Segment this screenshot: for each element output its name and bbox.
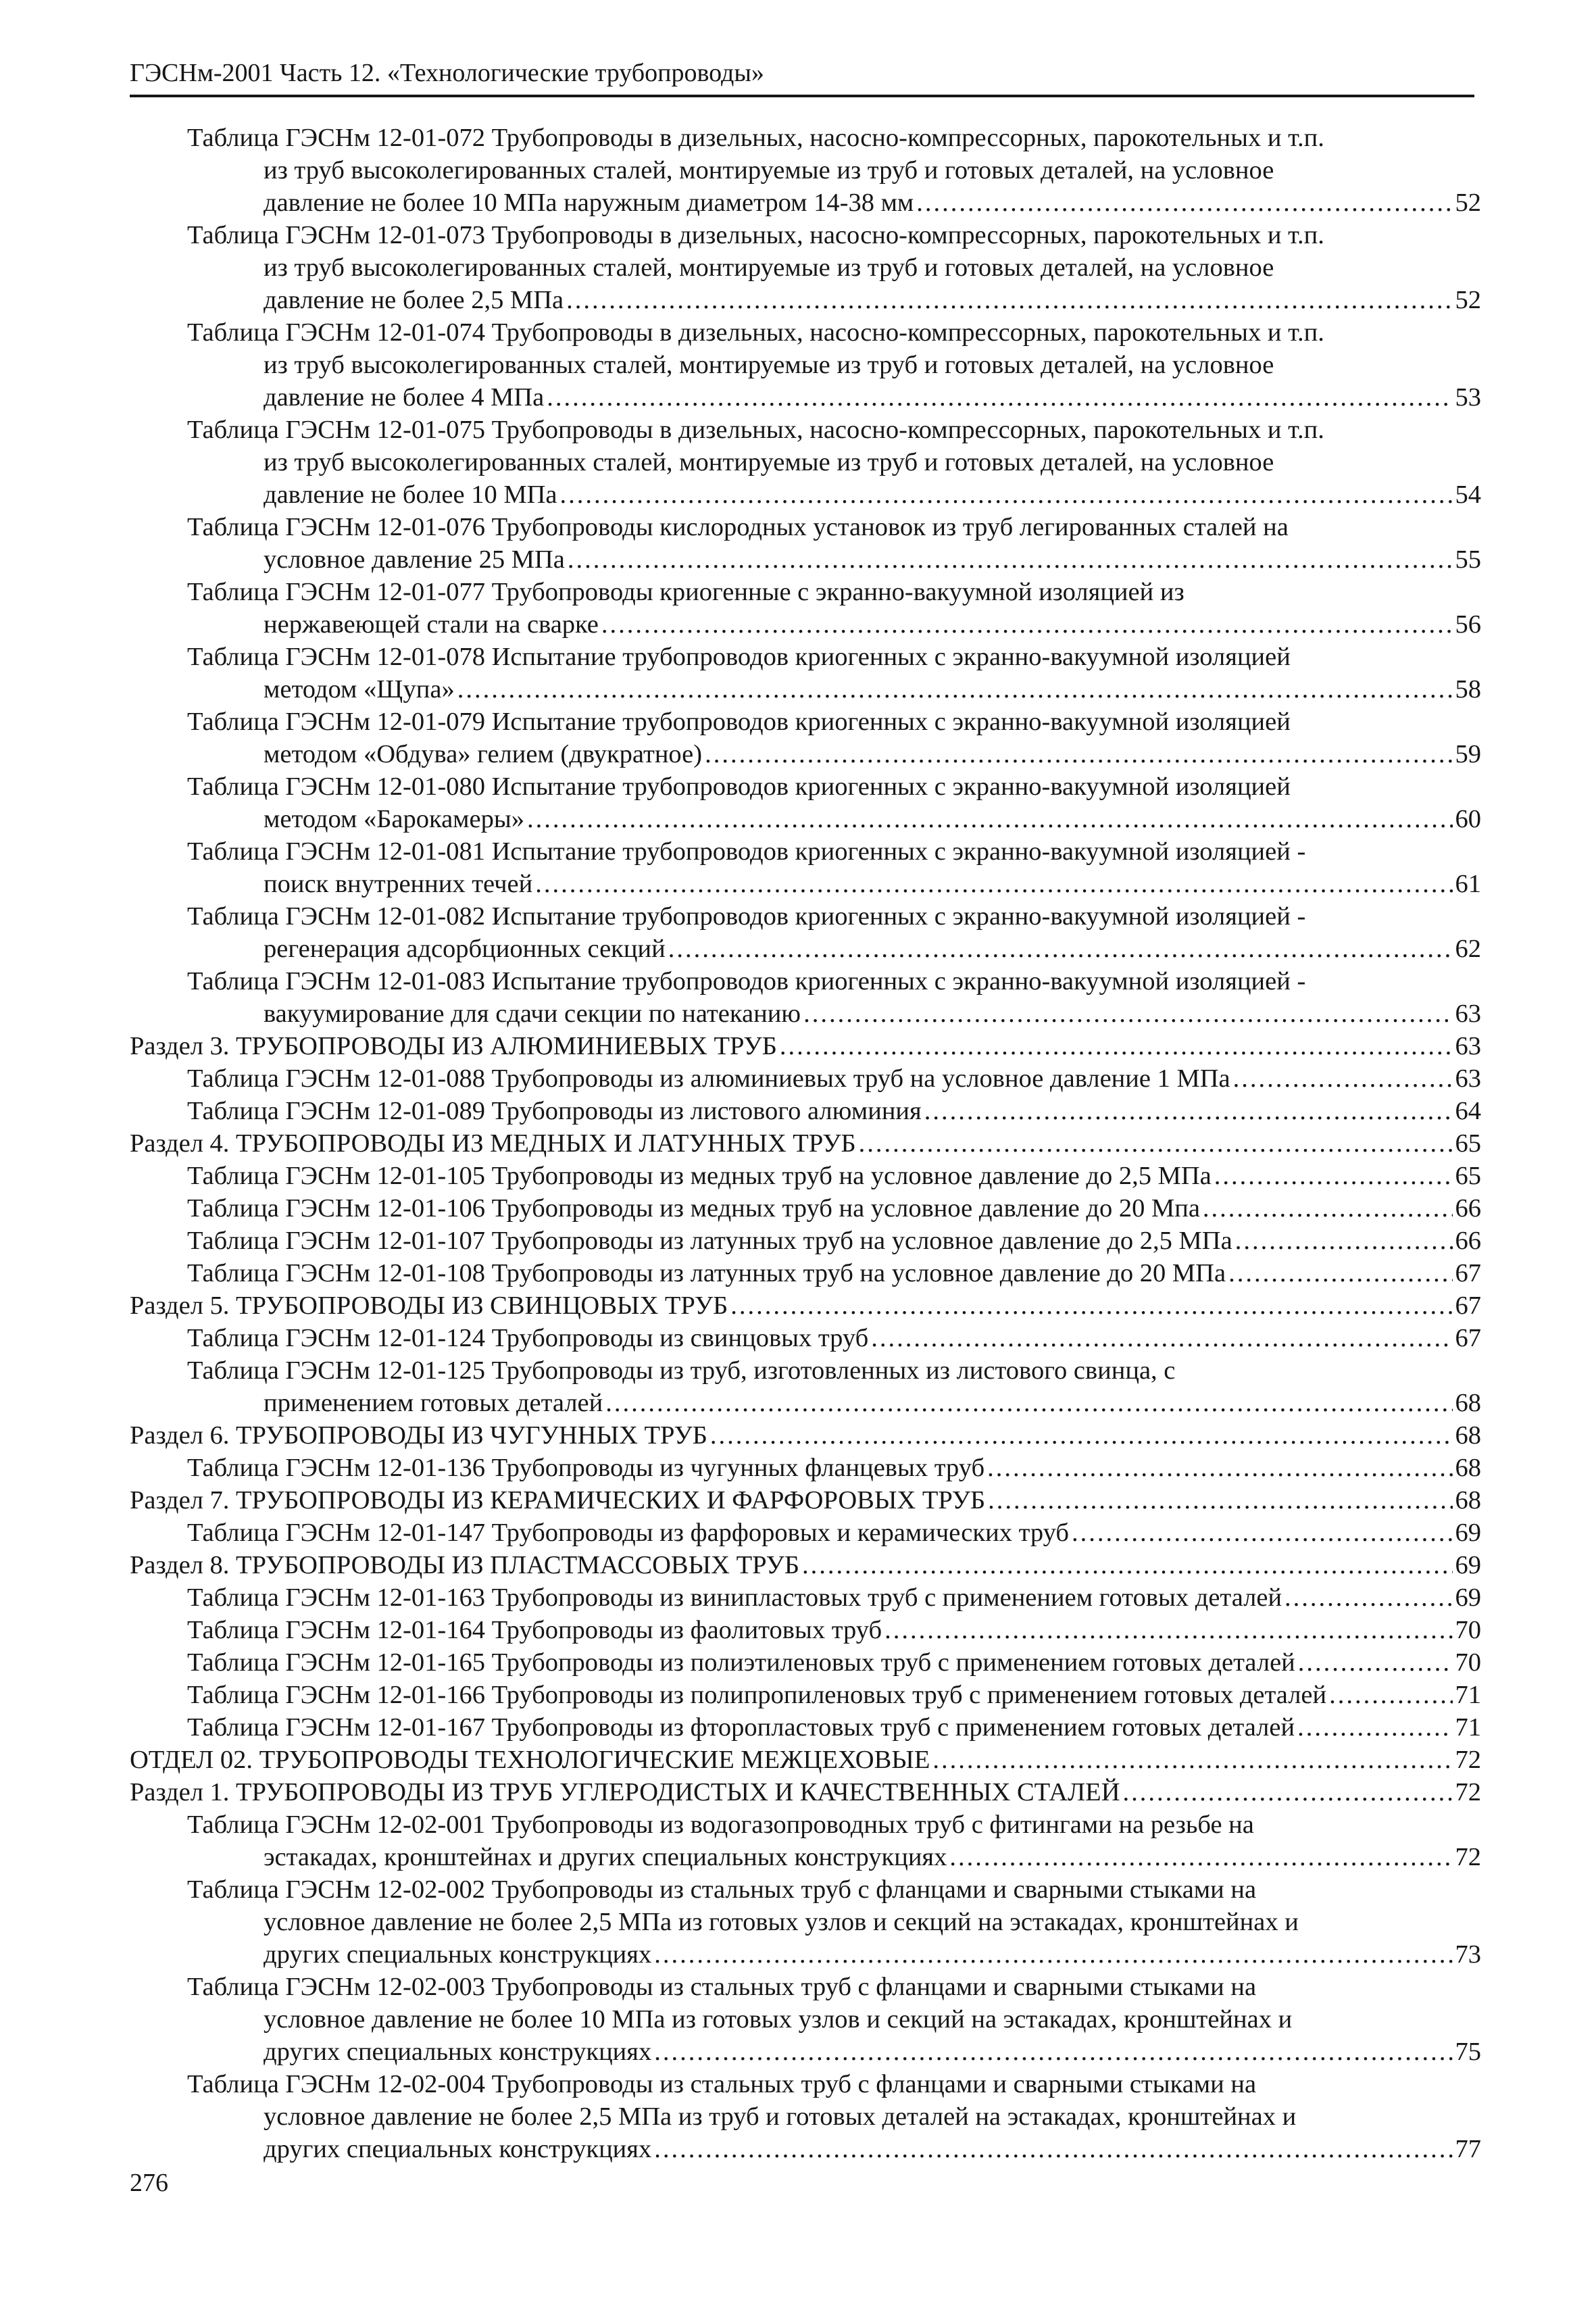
toc-page-number: 58 [1455, 675, 1481, 704]
dot-leader [859, 1127, 1453, 1160]
dot-leader [780, 1030, 1453, 1062]
dot-leader [710, 1419, 1453, 1452]
toc-table-line [130, 1971, 1481, 2003]
toc-table-line [130, 933, 1481, 965]
dot-leader [1072, 1517, 1453, 1549]
toc-entry-text: Таблица ГЭСНм 12-01-081 Испытание трубопроводов криогенных с экранно-вакуумной изоляцией - [187, 837, 1306, 866]
toc-table-line [130, 1192, 1481, 1225]
dot-leader [1214, 1160, 1453, 1192]
toc-table-line [130, 1517, 1481, 1549]
toc-table-line [130, 803, 1481, 835]
toc-entry-text: условное давление не более 10 МПа из готовых узлов и секций на эстакадах, кронштейнах и [264, 2005, 1293, 2034]
toc-table-line [130, 1808, 1481, 1841]
toc-entry-text: Таблица ГЭСНм 12-01-080 Испытание трубопроводов криогенных с экранно-вакуумной изоляцией [187, 772, 1291, 801]
toc-page-number: 67 [1455, 1324, 1481, 1352]
toc-page-number: 64 [1455, 1097, 1481, 1125]
toc-entry-text: Таблица ГЭСНм 12-01-136 Трубопроводы из чугунных фланцевых труб [187, 1454, 985, 1482]
toc-table-line [130, 219, 1481, 251]
toc-section-line [130, 1549, 1481, 1581]
toc-table-line [130, 1614, 1481, 1646]
toc-entry-text: Таблица ГЭСНм 12-02-003 Трубопроводы из стальных труб с фланцами и сварными стыками на [187, 1973, 1257, 2001]
toc-entry-text: Таблица ГЭСНм 12-02-001 Трубопроводы из водогазопроводных труб с фитингами на резьбе на [187, 1811, 1254, 1839]
toc-entry-text: Таблица ГЭСНм 12-01-165 Трубопроводы из полиэтиленовых труб с применением готовых деталей [187, 1648, 1295, 1677]
dot-leader [916, 187, 1452, 219]
dot-leader [654, 2133, 1452, 2165]
toc-entry-text: Таблица ГЭСНм 12-01-075 Трубопроводы в дизельных, насосно-компрессорных, парокотельных и т.п. [187, 416, 1324, 444]
toc-entry-text: методом «Обдува» гелием (двукратное) [264, 740, 703, 768]
toc-table-line [130, 1452, 1481, 1484]
toc-entry-text: давление не более 2,5 МПа [264, 286, 564, 314]
toc-page-number: 69 [1455, 1519, 1481, 1547]
toc-table-line [130, 998, 1481, 1030]
toc-page-number: 67 [1455, 1291, 1481, 1320]
toc-entry-text: Таблица ГЭСНм 12-01-078 Испытание трубопроводов криогенных с экранно-вакуумной изоляцией [187, 643, 1291, 671]
toc-table-line [130, 1581, 1481, 1614]
toc-page-number: 63 [1455, 1000, 1481, 1028]
dot-leader [654, 1938, 1452, 1971]
toc-entry-text: из труб высоколегированных сталей, монтируемые из труб и готовых деталей, на условное [264, 448, 1274, 476]
toc-page-number: 68 [1455, 1389, 1481, 1417]
toc-table-line [130, 187, 1481, 219]
toc-entry-text: методом «Щупа» [264, 675, 455, 704]
toc-table-line [130, 2100, 1481, 2133]
toc-page-number: 54 [1455, 481, 1481, 509]
toc-entry-text: методом «Барокамеры» [264, 805, 524, 833]
toc-entry-text: ОТДЕЛ 02. ТРУБОПРОВОДЫ ТЕХНОЛОГИЧЕСКИЕ МЕЖЦЕХОВЫЕ [130, 1746, 930, 1774]
toc-entry-text: из труб высоколегированных сталей, монтируемые из труб и готовых деталей, на условное [264, 156, 1274, 184]
toc-page-number: 77 [1455, 2135, 1481, 2163]
toc-entry-text: Таблица ГЭСНм 12-01-105 Трубопроводы из медных труб на условное давление до 2,5 МПа [187, 1162, 1212, 1190]
toc-entry-text: условное давление не более 2,5 МПа из труб и готовых деталей на эстакадах, кронштейнах и [264, 2102, 1297, 2131]
toc-entry-text: Таблица ГЭСНм 12-01-077 Трубопроводы криогенные с экранно-вакуумной изоляцией из [187, 578, 1184, 606]
toc-page-number: 52 [1455, 189, 1481, 217]
toc-section-line [130, 1484, 1481, 1517]
toc-entry-text: из труб высоколегированных сталей, монтируемые из труб и готовых деталей, на условное [264, 351, 1274, 379]
toc-table-line [130, 738, 1481, 770]
dot-leader [802, 1549, 1453, 1581]
toc-entry-text: Раздел 1. ТРУБОПРОВОДЫ ИЗ ТРУБ УГЛЕРОДИСТЫХ И КАЧЕСТВЕННЫХ СТАЛЕЙ [130, 1778, 1120, 1806]
toc-entry-text: других специальных конструкциях [264, 1940, 652, 1969]
toc-entry-text: Таблица ГЭСНм 12-01-125 Трубопроводы из труб, изготовленных из листового свинца, с [187, 1356, 1176, 1385]
dot-leader [1298, 1646, 1453, 1679]
toc-entry-text: Таблица ГЭСНм 12-01-088 Трубопроводы из алюминиевых труб на условное давление 1 МПа [187, 1064, 1230, 1093]
toc-entry-text: Таблица ГЭСНм 12-02-002 Трубопроводы из стальных труб с фланцами и сварными стыками на [187, 1875, 1257, 1904]
dot-leader [1233, 1062, 1453, 1095]
toc-table-line [130, 673, 1481, 706]
toc-entry-text: поиск внутренних течей [264, 870, 533, 898]
toc-table-line [130, 414, 1481, 446]
toc-page-number: 63 [1455, 1064, 1481, 1093]
toc-table-line [130, 1873, 1481, 1906]
dot-leader [884, 1614, 1452, 1646]
dot-leader [924, 1095, 1453, 1127]
toc-entry-text: Таблица ГЭСНм 12-01-124 Трубопроводы из свинцовых труб [187, 1324, 869, 1352]
toc-entry-text: нержавеющей стали на сварке [264, 610, 599, 639]
toc-entry-text: Таблица ГЭСНм 12-01-073 Трубопроводы в дизельных, насосно-компрессорных, парокотельных и т.п. [187, 221, 1324, 249]
toc-table-line [130, 1257, 1481, 1289]
dot-leader [988, 1484, 1452, 1517]
toc-table-line [130, 1322, 1481, 1354]
toc-page-number: 67 [1455, 1259, 1481, 1287]
toc-table-line [130, 1160, 1481, 1192]
dot-leader [535, 868, 1452, 900]
toc-entry-text: Таблица ГЭСНм 12-01-167 Трубопроводы из фторопластовых труб с применением готовых деталей [187, 1713, 1295, 1742]
toc-table-line [130, 446, 1481, 478]
toc-page-number: 66 [1455, 1194, 1481, 1223]
toc-table-line [130, 251, 1481, 284]
toc-entry-text: Таблица ГЭСНм 12-01-163 Трубопроводы из винипластовых труб с применением готовых деталей [187, 1583, 1282, 1612]
toc-entry-text: Таблица ГЭСНм 12-01-082 Испытание трубопроводов криогенных с экранно-вакуумной изоляцией - [187, 902, 1306, 931]
running-header: ГЭСНм-2001 Часть 12. «Технологические трубопроводы» [130, 59, 764, 87]
toc-page-number: 75 [1455, 2038, 1481, 2066]
toc-page-number: 59 [1455, 740, 1481, 768]
toc-table-line [130, 1938, 1481, 1971]
toc-entry-text: регенерация адсорбционных секций [264, 935, 666, 963]
toc-page-number: 68 [1455, 1421, 1481, 1450]
dot-leader [730, 1289, 1452, 1322]
dot-leader [1285, 1581, 1452, 1614]
toc-page-number: 70 [1455, 1648, 1481, 1677]
toc-table-line [130, 511, 1481, 543]
toc-page-number: 72 [1455, 1778, 1481, 1806]
toc-table-line [130, 900, 1481, 933]
toc-table-line [130, 641, 1481, 673]
toc-table-line [130, 122, 1481, 154]
toc-page-number: 65 [1455, 1129, 1481, 1158]
dot-leader [932, 1744, 1452, 1776]
toc-page-number: 73 [1455, 1940, 1481, 1969]
page-number: 276 [130, 2169, 168, 2197]
toc-table-line [130, 1387, 1481, 1419]
toc-entry-text: давление не более 10 МПа [264, 481, 557, 509]
dot-leader [1123, 1776, 1453, 1808]
toc-table-line [130, 2133, 1481, 2165]
toc-section-line [130, 1419, 1481, 1452]
header-rule [130, 95, 1474, 97]
toc-entry-text: Таблица ГЭСНм 12-01-074 Трубопроводы в дизельных, насосно-компрессорных, парокотельных и т.п. [187, 318, 1324, 347]
dot-leader [871, 1322, 1452, 1354]
toc-table-line [130, 1062, 1481, 1095]
toc-table-line [130, 1906, 1481, 1938]
toc-entry-text: Таблица ГЭСНм 12-01-108 Трубопроводы из латунных труб на условное давление до 20 МПа [187, 1259, 1226, 1287]
table-of-contents [130, 122, 1481, 2165]
toc-entry-text: Раздел 5. ТРУБОПРОВОДЫ ИЗ СВИНЦОВЫХ ТРУБ [130, 1291, 728, 1320]
toc-page-number: 72 [1455, 1843, 1481, 1871]
toc-page-number: 52 [1455, 286, 1481, 314]
toc-entry-text: Раздел 3. ТРУБОПРОВОДЫ ИЗ АЛЮМИНИЕВЫХ ТРУБ [130, 1032, 777, 1060]
toc-entry-text: давление не более 4 МПа [264, 383, 545, 412]
toc-entry-text: условное давление не более 2,5 МПа из готовых узлов и секций на эстакадах, кронштейнах и [264, 1908, 1299, 1936]
toc-table-line [130, 284, 1481, 316]
dot-leader [1203, 1192, 1453, 1225]
toc-entry-text: Таблица ГЭСНм 12-01-147 Трубопроводы из фарфоровых и керамических труб [187, 1519, 1069, 1547]
dot-leader [527, 803, 1453, 835]
dot-leader [457, 673, 1453, 706]
toc-page-number: 70 [1455, 1616, 1481, 1644]
dot-leader [1297, 1711, 1452, 1744]
toc-entry-text: Таблица ГЭСНм 12-01-079 Испытание трубопроводов криогенных с экранно-вакуумной изоляцией [187, 708, 1291, 736]
toc-section-line [130, 1127, 1481, 1160]
toc-entry-text: условное давление 25 МПа [264, 545, 565, 574]
toc-entry-text: Таблица ГЭСНм 12-01-166 Трубопроводы из полипропиленовых труб с применением готовых деталей [187, 1681, 1327, 1709]
toc-table-line [130, 381, 1481, 414]
toc-entry-text: Таблица ГЭСНм 12-01-072 Трубопроводы в дизельных, насосно-компрессорных, парокотельных и т.п. [187, 124, 1324, 152]
toc-entry-text: применением готовых деталей [264, 1389, 603, 1417]
toc-entry-text: вакуумирование для сдачи секции по натеканию [264, 1000, 801, 1028]
toc-table-line [130, 770, 1481, 803]
toc-entry-text: Таблица ГЭСНм 12-01-089 Трубопроводы из листового алюминия [187, 1097, 922, 1125]
toc-page-number: 56 [1455, 610, 1481, 639]
toc-section-line [130, 1030, 1481, 1062]
toc-entry-text: Раздел 8. ТРУБОПРОВОДЫ ИЗ ПЛАСТМАССОВЫХ ТРУБ [130, 1551, 799, 1579]
dot-leader [987, 1452, 1452, 1484]
dot-leader [654, 2036, 1452, 2068]
toc-page-number: 61 [1455, 870, 1481, 898]
toc-table-line [130, 1841, 1481, 1873]
dot-leader [803, 998, 1452, 1030]
toc-table-line [130, 706, 1481, 738]
toc-section-line [130, 1289, 1481, 1322]
toc-entry-text: Таблица ГЭСНм 12-01-083 Испытание трубопроводов криогенных с экранно-вакуумной изоляцией - [187, 967, 1306, 995]
toc-section-line [130, 1744, 1481, 1776]
toc-table-line [130, 1095, 1481, 1127]
toc-entry-text: Таблица ГЭСНм 12-01-106 Трубопроводы из медных труб на условное давление до 20 Мпа [187, 1194, 1200, 1223]
toc-table-line [130, 1679, 1481, 1711]
toc-entry-text: Таблица ГЭСНм 12-02-004 Трубопроводы из стальных труб с фланцами и сварными стыками на [187, 2070, 1257, 2098]
toc-table-line [130, 316, 1481, 349]
toc-table-line [130, 154, 1481, 187]
dot-leader [547, 381, 1452, 414]
toc-page-number: 63 [1455, 1032, 1481, 1060]
dot-leader [566, 284, 1452, 316]
dot-leader [605, 1387, 1452, 1419]
dot-leader [559, 478, 1452, 511]
toc-table-line [130, 965, 1481, 998]
toc-page-number: 53 [1455, 383, 1481, 412]
toc-table-line [130, 478, 1481, 511]
toc-entry-text: Раздел 6. ТРУБОПРОВОДЫ ИЗ ЧУГУННЫХ ТРУБ [130, 1421, 707, 1450]
toc-entry-text: Таблица ГЭСНм 12-01-076 Трубопроводы кислородных установок из труб легированных сталей на [187, 513, 1289, 541]
toc-table-line [130, 608, 1481, 641]
toc-entry-text: других специальных конструкциях [264, 2038, 652, 2066]
toc-section-line [130, 1776, 1481, 1808]
toc-entry-text: из труб высоколегированных сталей, монтируемые из труб и готовых деталей, на условное [264, 253, 1274, 282]
toc-page-number: 55 [1455, 545, 1481, 574]
toc-table-line [130, 1711, 1481, 1744]
toc-table-line [130, 2003, 1481, 2036]
toc-page-number: 68 [1455, 1486, 1481, 1515]
dot-leader [601, 608, 1453, 641]
toc-table-line [130, 1354, 1481, 1387]
toc-table-line [130, 576, 1481, 608]
dot-leader [1228, 1257, 1452, 1289]
toc-entry-text: Таблица ГЭСНм 12-01-107 Трубопроводы из латунных труб на условное давление до 2,5 МПа [187, 1227, 1232, 1255]
dot-leader [1329, 1679, 1452, 1711]
toc-entry-text: Раздел 4. ТРУБОПРОВОДЫ ИЗ МЕДНЫХ И ЛАТУННЫХ ТРУБ [130, 1129, 856, 1158]
toc-entry-text: давление не более 10 МПа наружным диаметром 14-38 мм [264, 189, 914, 217]
toc-table-line [130, 349, 1481, 381]
dot-leader [949, 1841, 1452, 1873]
toc-page-number: 65 [1455, 1162, 1481, 1190]
toc-page-number: 62 [1455, 935, 1481, 963]
toc-table-line [130, 1225, 1481, 1257]
toc-page-number: 71 [1455, 1713, 1481, 1742]
toc-entry-text: Раздел 7. ТРУБОПРОВОДЫ ИЗ КЕРАМИЧЕСКИХ И ФАРФОРОВЫХ ТРУБ [130, 1486, 986, 1515]
toc-page-number: 66 [1455, 1227, 1481, 1255]
toc-page-number: 69 [1455, 1551, 1481, 1579]
dot-leader [1235, 1225, 1453, 1257]
dot-leader [668, 933, 1453, 965]
toc-entry-text: эстакадах, кронштейнах и других специальных конструкциях [264, 1843, 947, 1871]
toc-table-line [130, 2036, 1481, 2068]
dot-leader [705, 738, 1452, 770]
toc-table-line [130, 2068, 1481, 2100]
toc-table-line [130, 1646, 1481, 1679]
toc-page-number: 60 [1455, 805, 1481, 833]
toc-table-line [130, 868, 1481, 900]
toc-page-number: 72 [1455, 1746, 1481, 1774]
toc-table-line [130, 543, 1481, 576]
toc-entry-text: других специальных конструкциях [264, 2135, 652, 2163]
toc-table-line [130, 835, 1481, 868]
toc-page-number: 71 [1455, 1681, 1481, 1709]
toc-entry-text: Таблица ГЭСНм 12-01-164 Трубопроводы из фаолитовых труб [187, 1616, 882, 1644]
toc-page-number: 69 [1455, 1583, 1481, 1612]
dot-leader [568, 543, 1453, 576]
toc-page-number: 68 [1455, 1454, 1481, 1482]
